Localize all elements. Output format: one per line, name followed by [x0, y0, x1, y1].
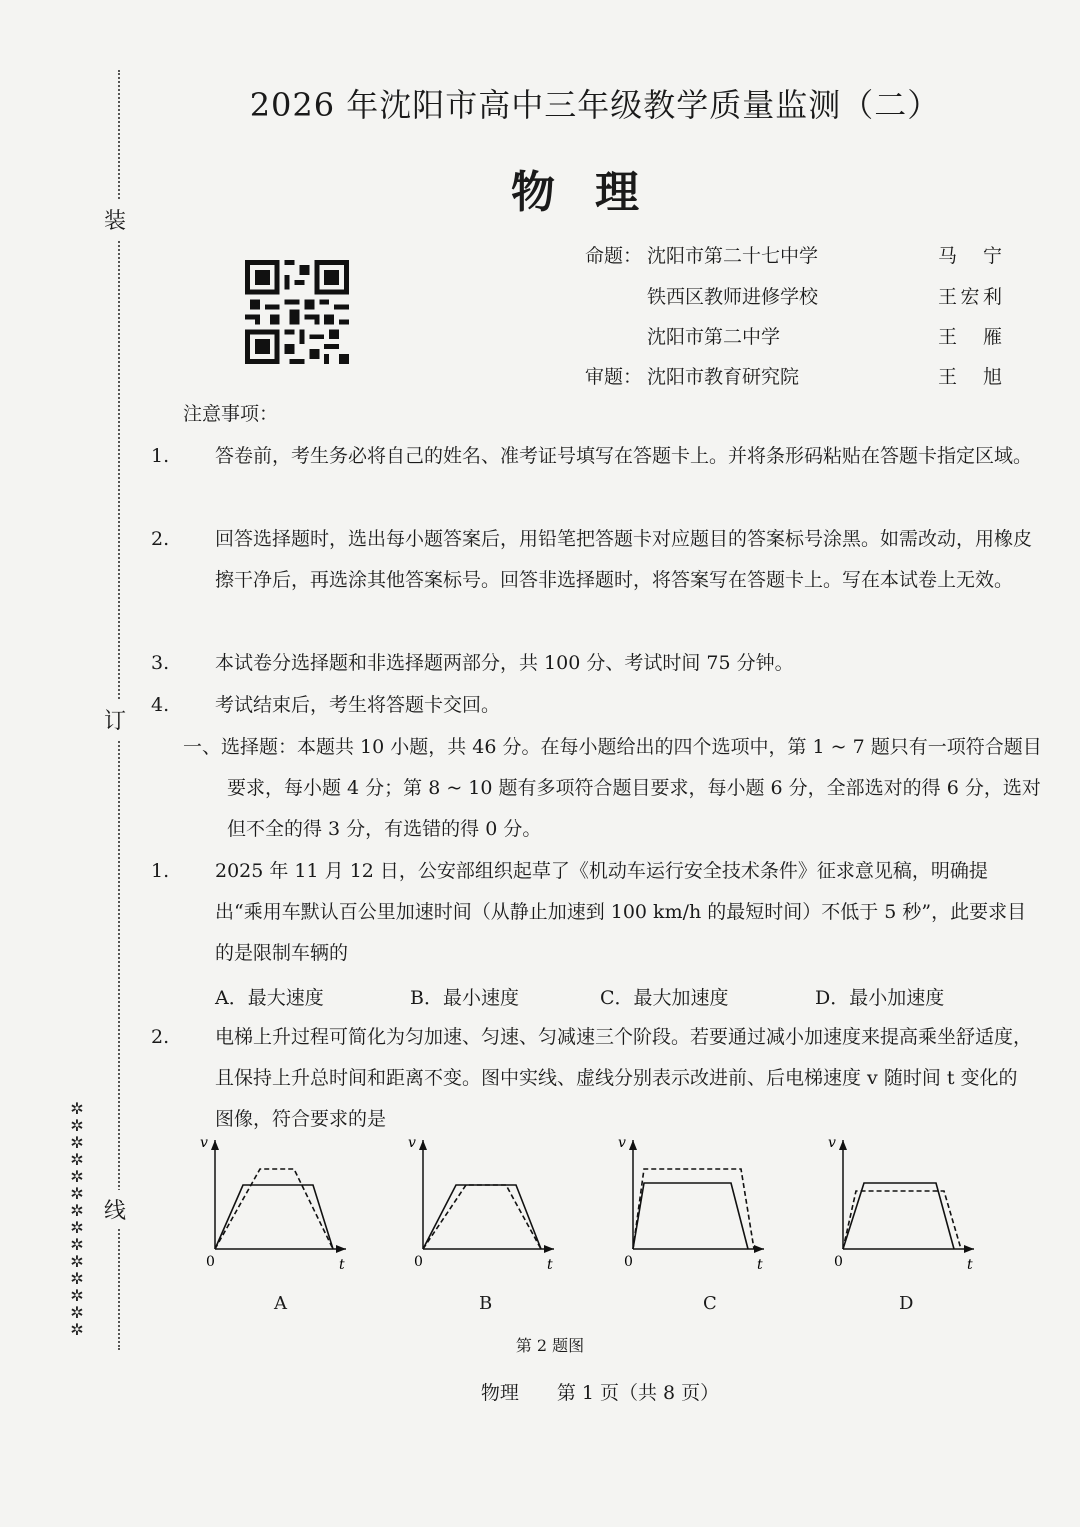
notice-num: 4. [151, 694, 170, 716]
credit-role: 命题： [585, 245, 643, 267]
subject-title: 物理 [511, 167, 679, 218]
question-num: 1. [151, 860, 170, 882]
q1-option-b: B．最小速度 [410, 987, 519, 1009]
vt-graph-c [616, 1135, 766, 1275]
credit-name: 王宏利 [938, 286, 1002, 308]
notice-item-3 [151, 643, 1035, 684]
question-2 [151, 1017, 1035, 1140]
vt-graph-a [198, 1135, 348, 1275]
vt-graph-d [826, 1135, 976, 1275]
exam-title: 2026 年沈阳市高中三年级教学质量监测（二） [249, 86, 941, 124]
axis-t-label: t [339, 1257, 345, 1273]
question-1 [151, 851, 1035, 974]
notice-text: 考试结束后，考生将答题卡交回。 [215, 694, 501, 716]
graph-label-c: C [703, 1293, 717, 1314]
perforation-marks: ✲ ✲ ✲ ✲ ✲ ✲ ✲ ✲ ✲ ✲ ✲ ✲ ✲ ✲ [70, 1099, 84, 1339]
axis-t-label: t [757, 1257, 763, 1273]
credit-school: 沈阳市第二十七中学 [647, 245, 819, 267]
graph-label-d: D [899, 1293, 914, 1314]
question-text: 电梯上升过程可简化为匀加速、匀速、匀减速三个阶段。若要通过减小加速度来提高乘坐舒适度，且保持上升总时间和距离不变。图中实线、虚线分别表示改进前、后电梯速度 v 随时间 t 变化的图像，符合要求的是 [215, 1026, 1033, 1130]
notice-text: 答卷前，考生务必将自己的姓名、准考证号填写在答题卡上。并将条形码粘贴在答题卡指定区域。 [215, 445, 1033, 467]
origin-label: 0 [624, 1254, 633, 1270]
axis-v-label: v [828, 1135, 836, 1151]
notice-text: 回答选择题时，选出每小题答案后，用铅笔把答题卡对应题目的答案标号涂黑。如需改动，用橡皮擦干净后，再选涂其他答案标号。回答非选择题时，将答案写在答题卡上。写在本试卷上无效。 [215, 528, 1033, 591]
question-text: 2025 年 11 月 12 日，公安部组织起草了《机动车运行安全技术条件》征求意见稿，明确提出“乘用车默认百公里加速时间（从静止加速到 100 km/h 的最短时间）不低于 5 秒”，此要求目的是限制车辆的 [215, 860, 1027, 964]
binding-char-ding: 订 [104, 700, 126, 739]
axis-v-label: v [408, 1135, 416, 1151]
credit-role: 审题： [585, 366, 643, 388]
page-footer: 物理 第 1 页（共 8 页） [480, 1382, 720, 1404]
origin-label: 0 [206, 1254, 215, 1270]
origin-label: 0 [414, 1254, 423, 1270]
graph-label-a: A [274, 1293, 287, 1314]
notice-item-2 [151, 519, 1035, 601]
q1-option-a: A．最大速度 [215, 987, 324, 1009]
section-instructions: 一、选择题：本题共 10 小题，共 46 分。在每小题给出的四个选项中，第 1 ~ 7 题只有一项符合题目要求，每小题 4 分；第 8 ~ 10 题有多项符合题目要求，每小题 6 分，全部选对的得 6 分，选对但不全的得 3 分，有选错的得 0 分。 [183, 736, 1042, 840]
credit-name: 王 雁 [938, 326, 1002, 348]
origin-label: 0 [834, 1254, 843, 1270]
notice-num: 1. [151, 445, 170, 467]
notice-text: 本试卷分选择题和非选择题两部分，共 100 分、考试时间 75 分钟。 [215, 652, 794, 674]
axis-t-label: t [967, 1257, 973, 1273]
q1-option-c: C．最大加速度 [600, 987, 729, 1009]
credit-name: 马 宁 [938, 245, 1002, 267]
axis-t-label: t [547, 1257, 553, 1273]
axis-v-label: v [618, 1135, 626, 1151]
notice-item-1 [151, 436, 1035, 477]
credit-name: 王 旭 [938, 366, 1002, 388]
binding-char-xian: 线 [104, 1190, 126, 1229]
credit-school: 沈阳市教育研究院 [647, 366, 800, 388]
notice-num: 3. [151, 652, 170, 674]
figure-caption: 第 2 题图 [515, 1336, 585, 1355]
notice-heading: 注意事项： [183, 403, 279, 425]
credit-school: 沈阳市第二中学 [647, 326, 781, 348]
credit-school: 铁西区教师进修学校 [647, 286, 819, 308]
q1-option-d: D．最小加速度 [815, 987, 945, 1009]
notice-item-4 [151, 685, 1035, 726]
binding-char-zhuang: 装 [104, 200, 126, 239]
notice-num: 2. [151, 528, 170, 550]
qr-code-icon [245, 260, 349, 364]
question-num: 2. [151, 1026, 170, 1048]
vt-graph-b [406, 1135, 556, 1275]
graph-label-b: B [479, 1293, 493, 1314]
axis-v-label: v [200, 1135, 208, 1151]
